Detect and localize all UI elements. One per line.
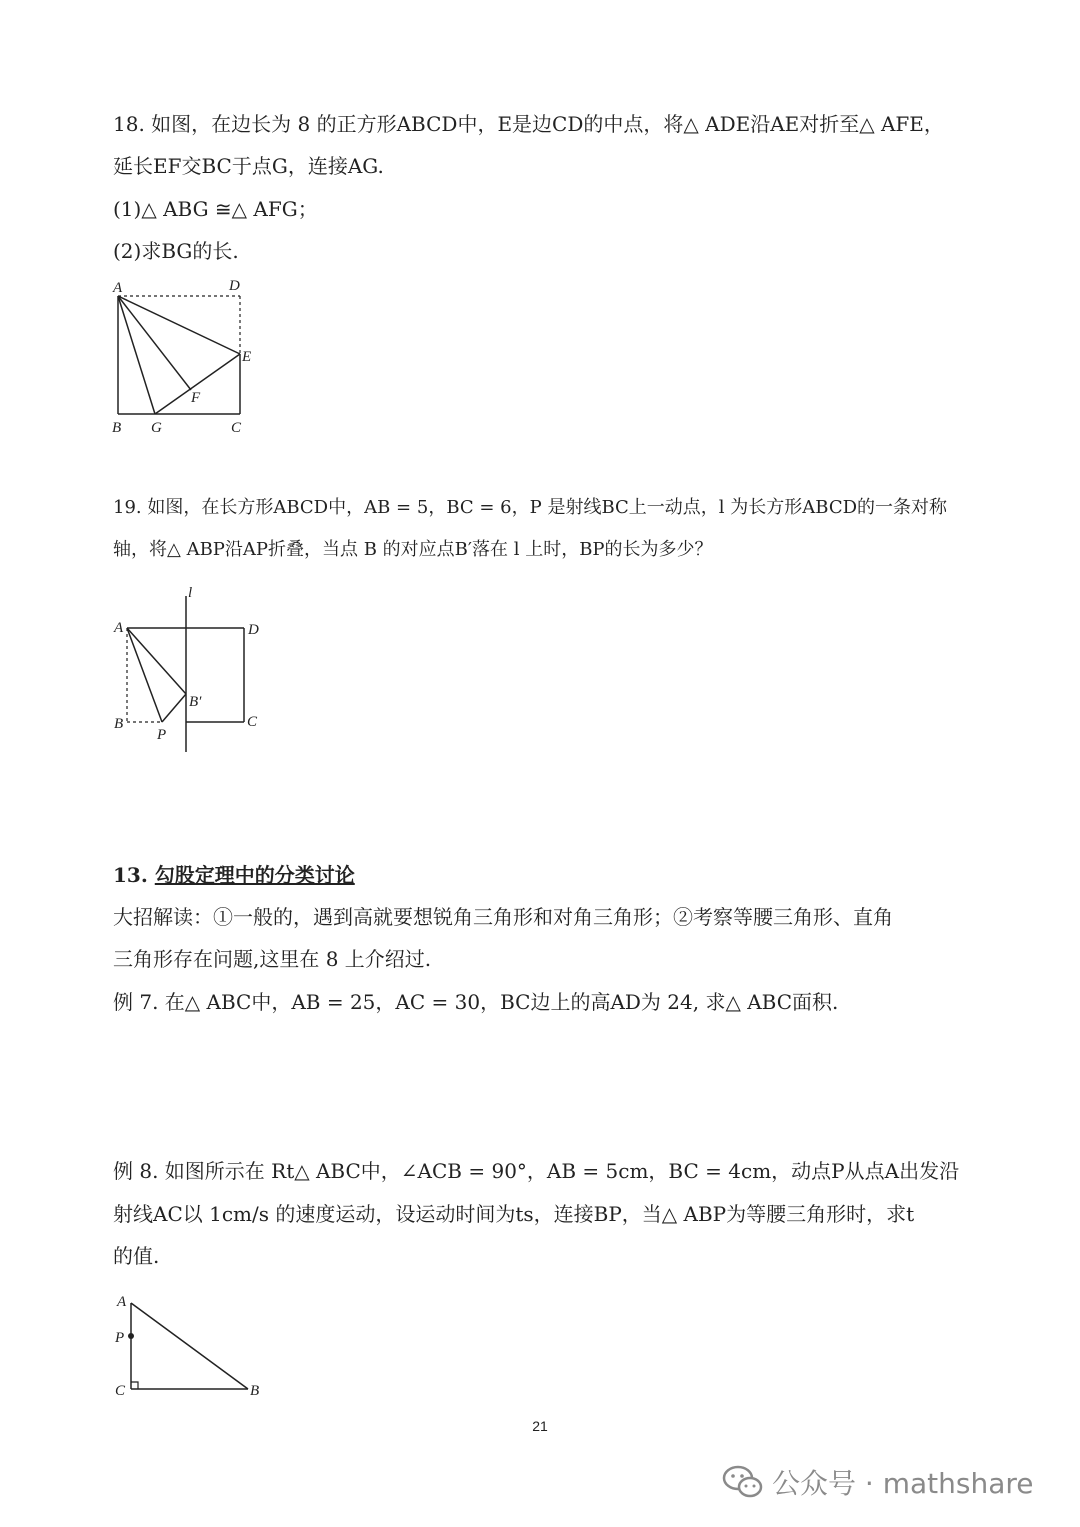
label-P: P: [115, 1330, 125, 1346]
example-8-line-2: 射线AC以 1cm/s 的速度运动，设运动时间为ts，连接BP，当△ ABP为等腰三角形时，求t: [113, 1202, 915, 1226]
problem-18-part-1: (1)△ ABG ≅△ AFG；: [113, 197, 318, 221]
label-G: G: [151, 420, 162, 436]
example-7: 例 7. 在△ ABC中，AB = 25，AC = 30，BC边上的高AD为 24, 求△ ABC面积.: [113, 990, 839, 1014]
figure-right-triangle: [105, 1288, 275, 1403]
label-A: A: [113, 280, 123, 296]
label-D: D: [248, 622, 259, 638]
point-P: [128, 1333, 134, 1339]
example-8-line-3: 的值.: [113, 1244, 160, 1268]
problem-19-line-2: 轴，将△ ABP沿AP折叠，当点 B 的对应点B′落在 l 上时，BP的长为多少？: [113, 539, 713, 560]
label-l: l: [188, 585, 193, 601]
figure-rectangle-fold: [105, 582, 275, 757]
section-intro-line-2: 三角形存在问题,这里在 8 上介绍过.: [113, 947, 432, 971]
section-heading: [113, 861, 355, 889]
section-title: 勾股定理中的分类讨论: [154, 863, 355, 887]
section-number: 13.: [113, 863, 148, 887]
label-C: C: [231, 420, 242, 436]
label-B: B: [250, 1383, 260, 1399]
label-E: E: [242, 349, 252, 365]
label-C: C: [115, 1383, 126, 1399]
label-F: F: [191, 390, 201, 406]
figure-square-fold: [105, 272, 265, 442]
section-intro-line-1: 大招解读：①一般的，遇到高就要想锐角三角形和对角三角形；②考察等腰三角形、直角: [113, 905, 893, 929]
label-B-prime: B′: [189, 694, 202, 710]
label-P: P: [157, 727, 167, 743]
label-B: B: [112, 420, 122, 436]
label-A: A: [114, 620, 124, 636]
label-D: D: [229, 278, 240, 294]
problem-18-line-1: 18. 如图，在边长为 8 的正方形ABCD中，E是边CD的中点，将△ ADE沿AE对折至△ AFE，: [113, 112, 944, 136]
wechat-icon: [722, 1464, 764, 1500]
example-8-line-1: 例 8. 如图所示在 Rt△ ABC中，∠ACB = 90°，AB = 5cm，BC = 4cm，动点P从点A出发沿: [113, 1159, 960, 1183]
problem-18-line-2: 延长EF交BC于点G，连接AG.: [113, 154, 384, 178]
label-B: B: [114, 716, 124, 732]
watermark-text: 公众号 · mathshare: [772, 1467, 1034, 1500]
problem-18-part-2: (2)求BG的长.: [113, 239, 239, 263]
page-number: 21: [532, 1418, 548, 1434]
label-C: C: [247, 714, 258, 730]
watermark: [722, 1462, 1033, 1502]
problem-19-line-1: 19. 如图，在长方形ABCD中，AB = 5，BC = 6，P 是射线BC上一动点，l 为长方形ABCD的一条对称: [113, 497, 948, 518]
label-A: A: [117, 1294, 127, 1310]
